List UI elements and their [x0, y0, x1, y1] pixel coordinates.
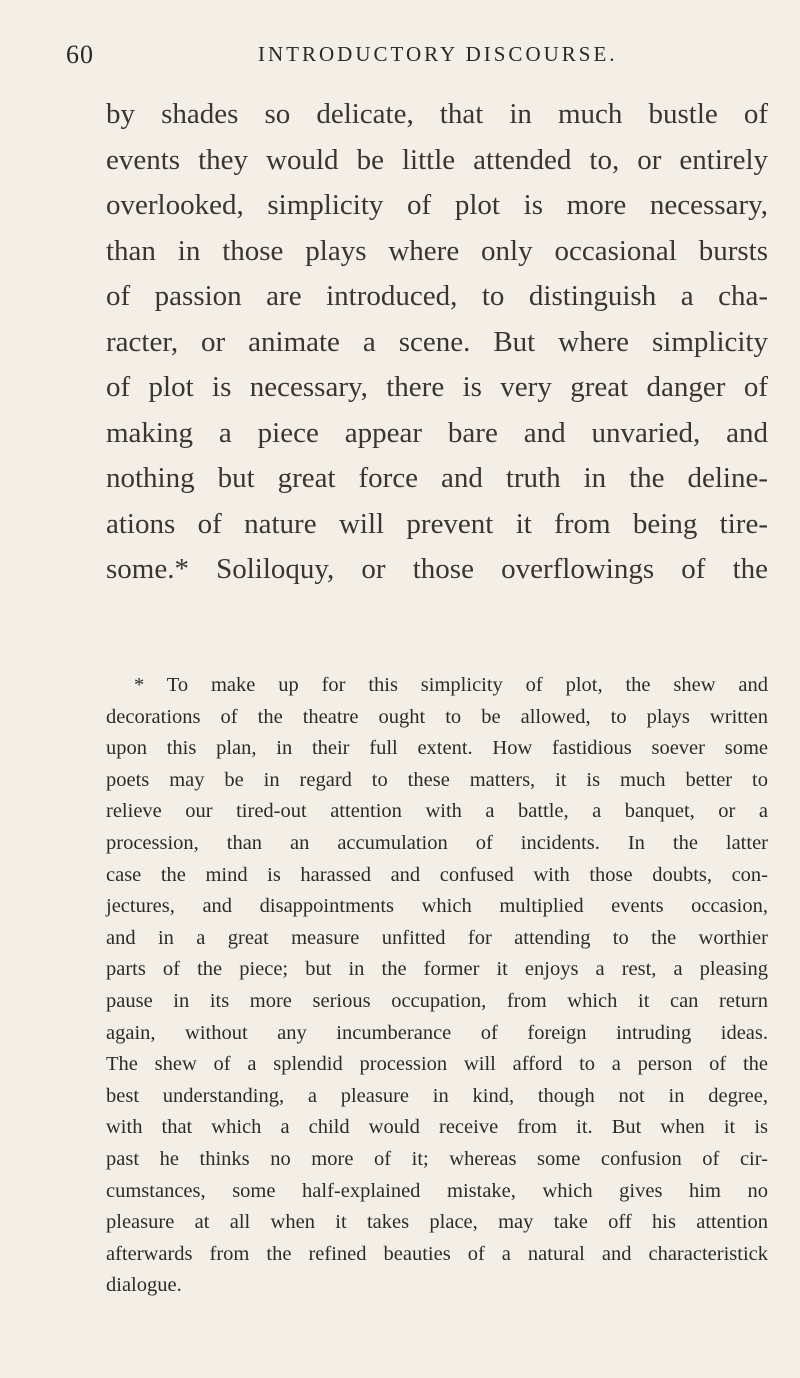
page-header — [66, 40, 766, 80]
text-line: by shades so delicate, that in much bustle of — [106, 98, 768, 130]
text-line: of plot is necessary, there is very great danger of — [106, 371, 768, 403]
footnote-line: poets may be in regard to these matters, it is much better to — [106, 768, 768, 791]
text-line: events they would be little attended to, or entirely — [106, 143, 768, 176]
footnote — [106, 670, 768, 1302]
page-number: 60 — [66, 40, 94, 69]
text-line: than in those plays where only occasional bursts — [106, 234, 768, 267]
footnote-line: parts of the piece; but in the former it enjoys a rest, a pleasing — [106, 958, 768, 981]
text-line: racter, or animate a scene. But where simplicity — [106, 325, 768, 358]
footnote-line: again, without any incumberance of foreign intruding ideas. — [106, 1021, 768, 1044]
text-line: ations of nature will prevent it from being tire- — [106, 507, 768, 540]
footnote-line: procession, than an accumulation of incidents. In the latter — [106, 831, 768, 854]
main-text — [106, 92, 768, 593]
footnote-line: afterwards from the refined beauties of a natural and characteristick — [106, 1242, 768, 1265]
text-line: nothing but great force and truth in the deline- — [106, 462, 768, 494]
footnote-line: dialogue. — [106, 1274, 182, 1297]
running-head: INTRODUCTORY DISCOURSE. — [258, 42, 618, 66]
footnote-line: best understanding, a pleasure in kind, though not in degree, — [106, 1084, 768, 1107]
footnote-line: * To make up for this simplicity of plot, the shew and — [134, 674, 768, 696]
footnote-line: pause in its more serious occupation, from which it can return — [106, 989, 768, 1012]
footnote-line: relieve our tired-out attention with a battle, a banquet, or a — [106, 800, 768, 823]
footnote-line: decorations of the theatre ought to be allowed, to plays written — [106, 705, 768, 728]
footnote-line: The shew of a splendid procession will afford to a person of the — [106, 1053, 768, 1076]
text-line: some.* Soliloquy, or those overflowings of the — [106, 553, 768, 585]
text-line: overlooked, simplicity of plot is more necessary, — [106, 189, 768, 221]
text-line: of passion are introduced, to distinguish a cha- — [106, 280, 768, 312]
text-line: making a piece appear bare and unvaried, and — [106, 416, 768, 449]
footnote-line: pleasure at all when it takes place, may take off his attention — [106, 1211, 768, 1234]
footnote-line: case the mind is harassed and confused with those doubts, con- — [106, 863, 768, 886]
footnote-line: and in a great measure unfitted for attending to the worthier — [106, 926, 768, 949]
footnote-line: jectures, and disappointments which multiplied events occasion, — [106, 895, 768, 918]
footnote-line: past he thinks no more of it; whereas some confusion of cir- — [106, 1147, 768, 1170]
footnote-line: upon this plan, in their full extent. How fastidious soever some — [106, 737, 768, 760]
footnote-line: with that which a child would receive from it. But when it is — [106, 1116, 768, 1139]
footnote-line: cumstances, some half-explained mistake, which gives him no — [106, 1179, 768, 1202]
